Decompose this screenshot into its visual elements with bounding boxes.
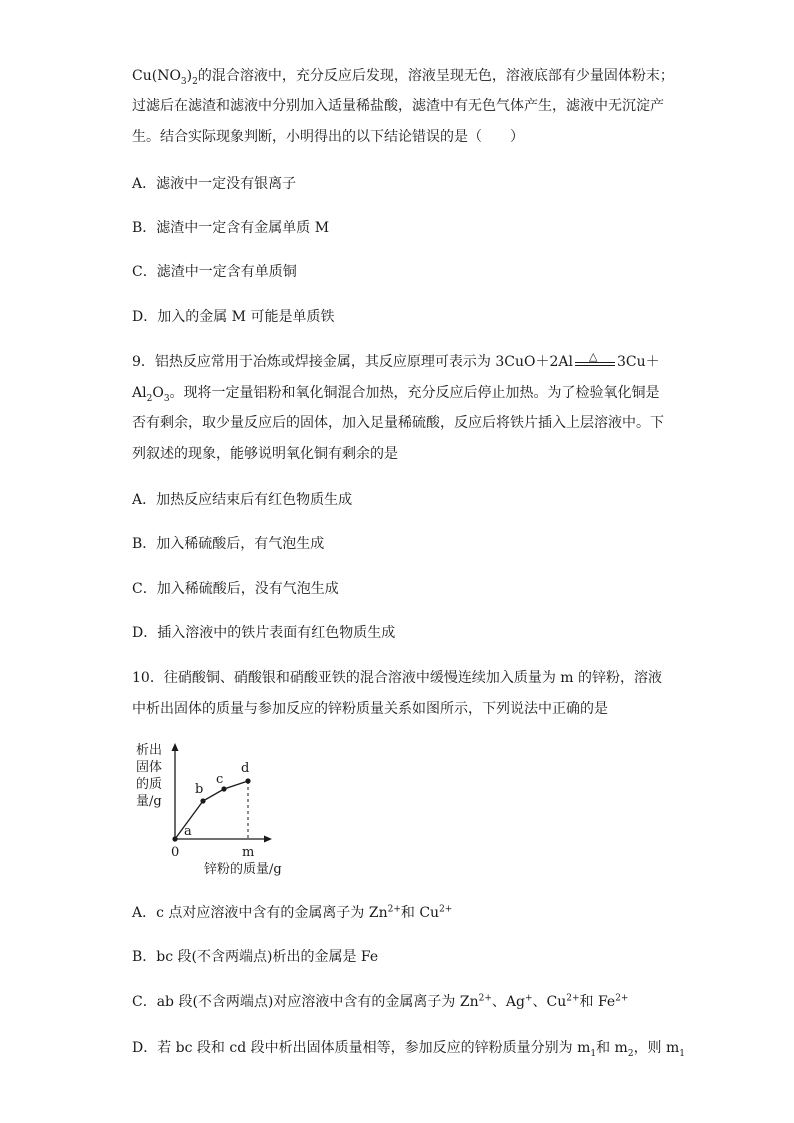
q8-stem-line-3: 生。结合实际现象判断，小明得出的以下结论错误的是（ ） [132, 129, 524, 145]
q10-option-c[interactable]: C．ab 段(不含两端点)对应溶液中含有的金属离子为 $Zn^{2+}$、Ag+、$Cu^{2+}$和 $Fe^{2+}$ [132, 993, 629, 1010]
graph-xlabel: 锌粉的质量/g [204, 862, 282, 877]
q9-option-b[interactable]: B．加入稀硫酸后，有气泡生成 [132, 536, 325, 552]
heating-condition-symbol: △ [573, 355, 617, 369]
q10-option-b[interactable]: B．bc 段(不含两端点)析出的金属是 Fe [132, 949, 379, 965]
q9-stem-line-2: $Al_2O_3$。现将一定量铝粉和氧化铜混合加热，充分反应后停止加热。为了检验氧化铜是 [132, 385, 660, 404]
graph-point-c [221, 786, 226, 791]
q8-stem-line-2: 过滤后在滤渣和滤液中分别加入适量稀盐酸，滤渣中有无色气体产生，滤液中无沉淀产 [132, 98, 664, 114]
graph-label-a: a [184, 824, 192, 839]
q10-graph [128, 738, 298, 878]
q10-option-a[interactable]: A．c 点对应溶液中含有的金属离子为 $Zn^{2+}$和 $Cu^{2+}$ [132, 904, 453, 921]
q10-stem-line-1: 10．往硝酸铜、硝酸银和硝酸亚铁的混合溶液中缓慢连续加入质量为 m 的锌粉，溶液 [132, 670, 662, 686]
q9-option-c[interactable]: C．加入稀硫酸后，没有气泡生成 [132, 581, 339, 597]
q9-option-a[interactable]: A．加热反应结束后有红色物质生成 [132, 492, 353, 508]
graph-ylabel-line-4: 量/g [136, 794, 162, 809]
q8-option-d[interactable]: D．加入的金属 M 可能是单质铁 [132, 309, 335, 325]
q8-stem-line-1: $Cu(NO_3)_2$的混合溶液中，充分反应后发现，溶液呈现无色，溶液底部有少量固体粉末； [132, 68, 674, 87]
graph-ylabel-line-1: 析出 [136, 743, 163, 758]
q10-option-d[interactable]: D．若 bc 段和 cd 段中析出固体质量相等，参加反应的锌粉质量分别为 $m_1$和 $m_2$，则 $m_1$ [132, 1040, 686, 1059]
graph-y-axis-arrow [172, 743, 179, 751]
graph-label-b: b [195, 782, 204, 797]
graph-m-label: m [242, 845, 255, 860]
q8-option-c[interactable]: C．滤渣中一定含有单质铜 [132, 264, 297, 280]
q8-option-b[interactable]: B．滤渣中一定含有金属单质 M [132, 220, 330, 236]
graph-origin-label: 0 [171, 845, 180, 860]
graph-label-d: d [241, 761, 250, 776]
graph-ylabel-line-2: 固体 [136, 760, 163, 775]
q9-option-d[interactable]: D．插入溶液中的铁片表面有红色物质生成 [132, 625, 396, 641]
graph-point-d [245, 778, 250, 783]
q9-stem-line-3: 否有剩余，取少量反应后的固体，加入足量稀硫酸，反应后将铁片插入上层溶液中。下 [132, 415, 664, 431]
q9-stem-line-1: 9．铝热反应常用于冶炼或焊接金属，其反应原理可表示为 3CuO＋2Al △ 3Cu＋ [132, 350, 660, 370]
q8-option-a[interactable]: A．滤液中一定没有银离子 [132, 176, 297, 192]
graph-label-c: c [216, 772, 224, 787]
graph-point-a [172, 836, 177, 841]
graph-ylabel-line-3: 的质 [136, 777, 163, 792]
graph-point-b [200, 798, 205, 803]
graph-x-axis-arrow [264, 836, 272, 843]
q10-stem-line-2: 中析出固体的质量与参加反应的锌粉质量关系如图所示，下列说法中正确的是 [132, 701, 608, 717]
q9-stem-line-4: 列叙述的现象，能够说明氧化铜有剩余的是 [132, 446, 398, 462]
